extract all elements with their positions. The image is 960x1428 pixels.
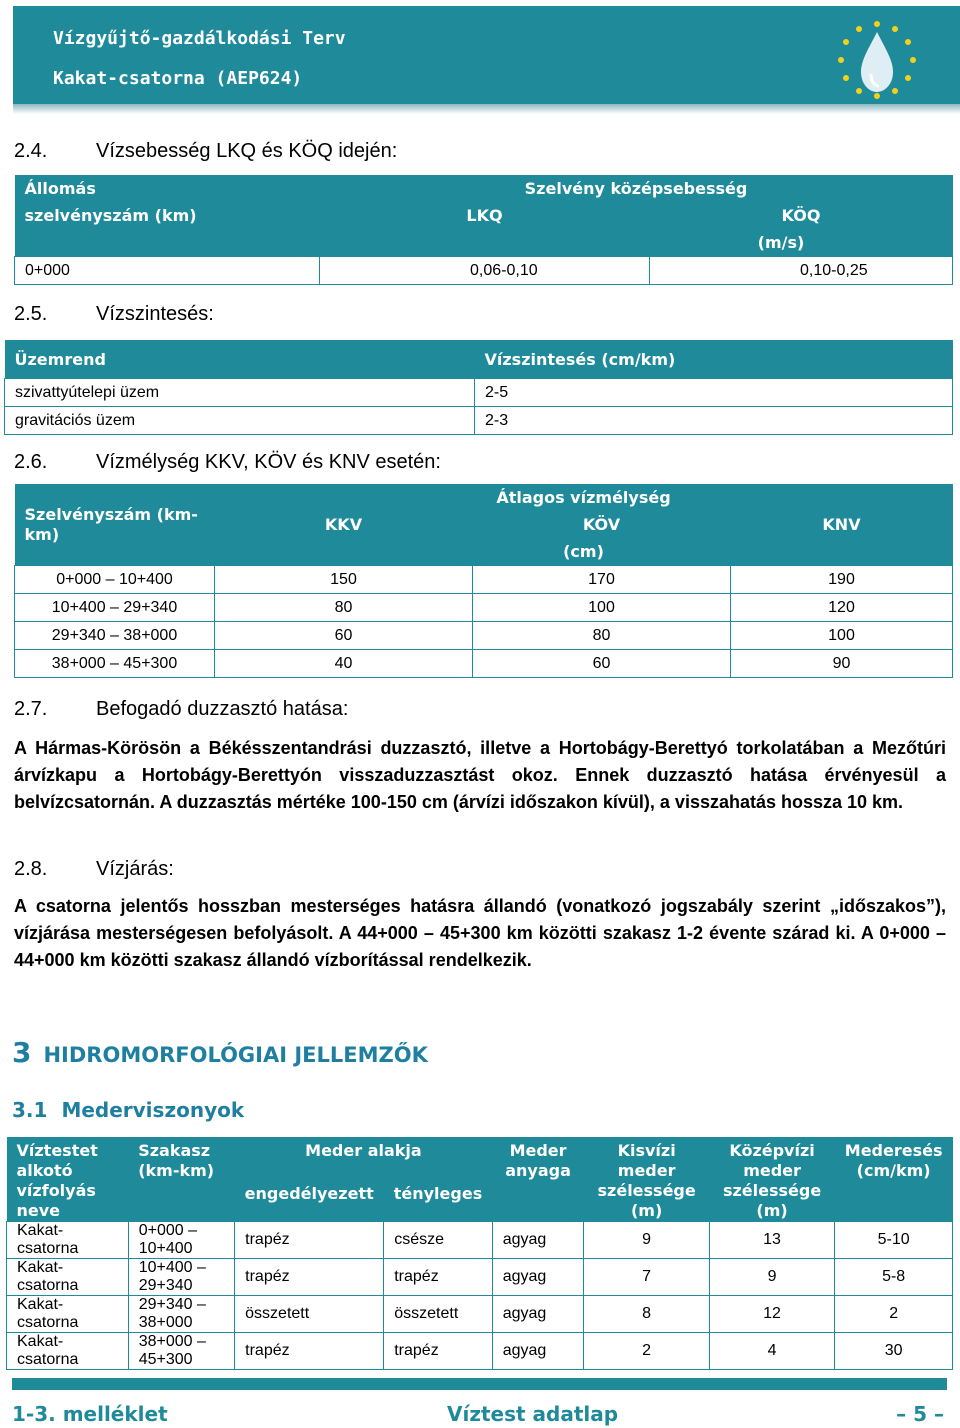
header-kov: KÖV	[582, 515, 621, 534]
header-banner	[13, 6, 960, 104]
footer-bar	[12, 1378, 947, 1390]
header-water: Víztestet alkotó vízfolyás neve	[16, 1141, 98, 1220]
footer-doc-title: Víztest adatlap	[447, 1402, 619, 1426]
cell-mid-width: 9	[709, 1259, 834, 1296]
cell-section: 10+400 – 29+340	[15, 594, 215, 622]
cell-permitted: trapéz	[235, 1222, 384, 1259]
chapter-title: HIDROMORFOLÓGIAI JELLEMZŐK	[43, 1043, 428, 1067]
table-header-row	[7, 1137, 953, 1167]
depth-table	[14, 484, 953, 678]
footer-annex: 1-3. melléklet	[12, 1402, 168, 1426]
cell-knv: 120	[731, 594, 953, 622]
section-2-4-heading	[14, 140, 397, 163]
cell-actual: összetett	[384, 1296, 492, 1333]
cell-actual: trapéz	[384, 1333, 492, 1370]
section-number: 2.5.	[14, 303, 48, 325]
cell-knv: 190	[731, 566, 953, 594]
cell-name: Kakat-csatorna	[7, 1333, 129, 1370]
table-row	[7, 1296, 953, 1333]
cell-section: 29+340 – 38+000	[128, 1296, 234, 1333]
cell-slope: 2-3	[475, 407, 953, 435]
table-row	[5, 407, 953, 435]
table-row	[7, 1259, 953, 1296]
section-number: 3.1	[12, 1098, 48, 1122]
header-unit: (cm)	[563, 542, 604, 561]
cell-low-width: 2	[584, 1333, 709, 1370]
section-title: Vízszintesés:	[96, 303, 214, 325]
cell-section: 10+400 – 29+340	[128, 1259, 234, 1296]
header-shape: Meder alakja	[305, 1141, 422, 1160]
section-title: Vízsebesség LKQ és KÖQ idején:	[96, 140, 398, 162]
table-row	[5, 379, 953, 407]
chapter-number: 3	[12, 1036, 32, 1069]
cell-kov: 80	[473, 622, 731, 650]
slope-table	[4, 340, 953, 435]
cell-material: agyag	[492, 1296, 584, 1333]
cell-material: agyag	[492, 1222, 584, 1259]
cell-kov: 60	[473, 650, 731, 678]
cell-kkv: 40	[215, 650, 473, 678]
cell-bed-slope: 2	[835, 1296, 953, 1333]
eu-water-drop-logo-icon	[825, 12, 930, 108]
section-title: Vízjárás:	[96, 858, 174, 880]
table-row	[7, 1222, 953, 1259]
header-station-km: szelvényszám (km)	[24, 206, 197, 225]
cell-section: 29+340 – 38+000	[15, 622, 215, 650]
cell-section: 38+000 – 45+300	[15, 650, 215, 678]
cell-permitted: összetett	[235, 1296, 384, 1333]
header-sec: Szakasz (km-km)	[138, 1141, 215, 1180]
chapter-3-heading	[12, 1036, 428, 1069]
header-unit: (m/s)	[757, 233, 805, 252]
header-low-width: Kisvízi meder szélessége (m)	[597, 1141, 696, 1220]
section-2-6-heading	[14, 451, 441, 474]
cell-knv: 100	[731, 622, 953, 650]
cell-mid-width: 4	[709, 1333, 834, 1370]
header-slope: Vízszintesés (cm/km)	[484, 349, 676, 369]
section-2-8-heading	[14, 858, 174, 881]
cell-lkq: 0,06-0,10	[320, 257, 650, 285]
cell-bed-slope: 5-10	[835, 1222, 953, 1259]
table-row	[15, 650, 953, 678]
cell-mid-width: 13	[709, 1222, 834, 1259]
cell-mid-width: 12	[709, 1296, 834, 1333]
section-title: Vízmélység KKV, KÖV és KNV esetén:	[96, 451, 441, 473]
table-row	[15, 566, 953, 594]
cell-actual: csésze	[384, 1222, 492, 1259]
cell-material: agyag	[492, 1333, 584, 1370]
section-number: 2.8.	[14, 858, 48, 880]
cell-low-width: 9	[584, 1222, 709, 1259]
cell-section: 0+000 – 10+400	[15, 566, 215, 594]
header-permitted: engedélyezett	[244, 1184, 374, 1204]
cell-kkv: 80	[215, 594, 473, 622]
velocity-table	[14, 175, 953, 285]
header-mean-velocity: Szelvény középsebesség	[524, 179, 748, 198]
cell-bed-slope: 5-8	[835, 1259, 953, 1296]
section-3-1-heading	[12, 1098, 244, 1122]
section-2-5-heading	[14, 303, 214, 326]
bed-table	[6, 1137, 953, 1370]
paragraph-water-regime: A csatorna jelentős hosszban mesterséges hatásra állandó (vonatkozó jogszabály szerint „időszakos”), vízjárása mesterségesen befolyásolt. A 44+000 – 45+300 km közötti szakasz 1-2 évente szárad ki. A 0+000 – 44+000 km közötti szakasz állandó vízborítással rendelkezik.	[14, 896, 946, 970]
table-row	[7, 1333, 953, 1370]
header-material: Meder anyaga	[505, 1141, 571, 1180]
section-title: Befogadó duzzasztó hatása:	[96, 698, 349, 720]
cell-permitted: trapéz	[235, 1333, 384, 1370]
cell-kov: 100	[473, 594, 731, 622]
table-header-row	[5, 340, 953, 379]
cell-station: 0+000	[15, 257, 320, 285]
cell-mode: szivattyútelepi üzem	[5, 379, 475, 407]
header-subtitle: Kakat-csatorna (AEP624)	[53, 68, 303, 89]
section-2-7-heading	[14, 698, 348, 721]
cell-slope: 2-5	[475, 379, 953, 407]
cell-name: Kakat-csatorna	[7, 1296, 129, 1333]
cell-kkv: 150	[215, 566, 473, 594]
header-avg-depth: Átlagos vízmélység	[496, 488, 671, 507]
table-row	[15, 257, 953, 285]
section-number: 2.4.	[14, 140, 48, 162]
cell-name: Kakat-csatorna	[7, 1259, 129, 1296]
cell-section: 0+000 – 10+400	[128, 1222, 234, 1259]
header-bed-slope: Mederesés (cm/km)	[844, 1141, 943, 1180]
cell-bed-slope: 30	[835, 1333, 953, 1370]
header-shadow	[13, 104, 960, 114]
cell-kov: 170	[473, 566, 731, 594]
cell-koq: 0,10-0,25	[650, 257, 953, 285]
table-header-row	[15, 202, 953, 229]
header-station: Állomás	[24, 179, 96, 198]
cell-kkv: 60	[215, 622, 473, 650]
cell-mode: gravitációs üzem	[5, 407, 475, 435]
table-row	[15, 622, 953, 650]
cell-low-width: 7	[584, 1259, 709, 1296]
header-actual: tényleges	[393, 1184, 483, 1204]
table-header-row	[15, 175, 953, 202]
cell-name: Kakat-csatorna	[7, 1222, 129, 1259]
header-kkv: KKV	[324, 515, 363, 534]
header-mid-width: Középvízi meder szélessége (m)	[722, 1141, 822, 1220]
cell-knv: 90	[731, 650, 953, 678]
header-lkq: LKQ	[466, 206, 503, 225]
header-knv: KNV	[822, 515, 861, 534]
header-section: Szelvényszám (km-km)	[24, 504, 198, 544]
header-title: Vízgyűjtő-gazdálkodási Terv	[53, 28, 346, 49]
section-title: Mederviszonyok	[61, 1098, 245, 1122]
table-header-row	[15, 229, 953, 257]
cell-actual: trapéz	[384, 1259, 492, 1296]
section-number: 2.6.	[14, 451, 48, 473]
section-number: 2.7.	[14, 698, 48, 720]
table-row	[15, 594, 953, 622]
cell-material: agyag	[492, 1259, 584, 1296]
header-koq: KÖQ	[781, 206, 821, 225]
footer-page-number: – 5 –	[896, 1402, 944, 1426]
cell-low-width: 8	[584, 1296, 709, 1333]
header-mode: Üzemrend	[14, 349, 106, 369]
cell-permitted: trapéz	[235, 1259, 384, 1296]
cell-section: 38+000 – 45+300	[128, 1333, 234, 1370]
table-header-row	[15, 484, 953, 511]
paragraph-backwater: A Hármas-Körösön a Békésszentandrási duzzasztó, illetve a Hortobágy-Berettyó torkolatában a Mezőtúri árvízkapu a Hortobágy-Berettyón visszaduzzasztást okoz. Ennek duzzasztó hatása érvényesül a belvízcsatornán. A duzzasztás mértéke 100-150 cm (árvízi időszakon kívül), a visszahatás hossza 10 km.	[14, 738, 946, 812]
